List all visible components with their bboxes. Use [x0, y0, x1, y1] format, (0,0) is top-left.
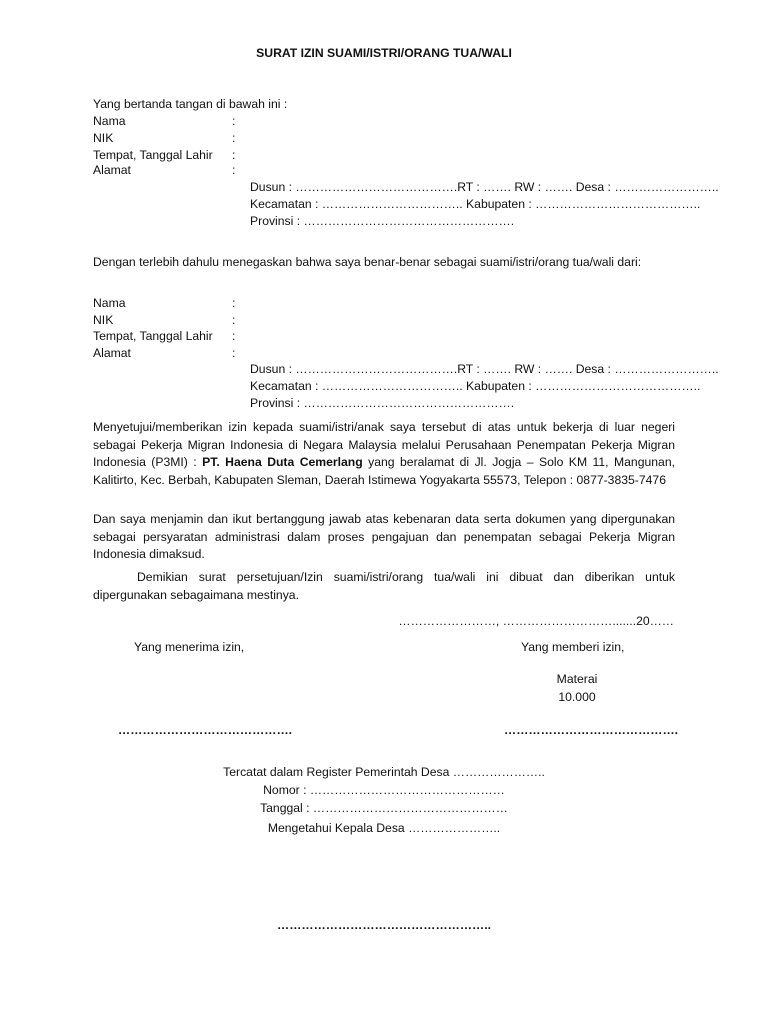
- letter-title: SURAT IZIN SUAMI/ISTRI/ORANG TUA/WALI: [256, 46, 512, 60]
- consent-text-before: Menyetujui/memberikan izin kepada suami/istri/anak saya tersebut di atas untuk bekerja di luar negeri sebagai Pekerja Migran Indonesia di Negara Malaysia melalui Perusahaan Penempatan Pekerja Migran Indonesia (P3MI) :: [93, 420, 675, 469]
- recipient-label: Yang menerima izin,: [134, 640, 245, 654]
- field-colon: :: [232, 114, 236, 128]
- field-label-nik-1: NIK: [93, 131, 114, 145]
- village-head-line: Mengetahui Kepala Desa …………………..: [267, 821, 501, 835]
- company-name: PT. Haena Duta Cemerlang: [202, 455, 363, 469]
- field-colon: :: [232, 131, 236, 145]
- field-label-alamat-2: Alamat: [93, 346, 131, 360]
- address-line-kecamatan-2: Kecamatan : …………………………….. Kabupaten : …………………………………..: [250, 379, 701, 393]
- field-colon: :: [232, 313, 236, 327]
- guarantee-paragraph: Dan saya menjamin dan ikut bertanggung jawab atas kebenaran data serta dokumen yang dipergunakan sebagai persyaratan administrasi dalam proses pengajuan dan penempatan sebagai Pekerja Migran Indonesia dimaksud.: [93, 512, 675, 561]
- signature-line-recipient: …………………………………….: [118, 723, 293, 737]
- address-line-provinsi-2: Provinsi : …………………………………………….: [250, 396, 515, 410]
- register-line: Tercatat dalam Register Pemerintah Desa …………………..: [223, 765, 545, 779]
- stamp-label: Materai: [556, 672, 598, 686]
- field-label-ttl-2: Tempat, Tanggal Lahir: [93, 329, 213, 343]
- field-colon: :: [232, 346, 236, 360]
- stamp-value: 10.000: [558, 690, 596, 704]
- signature-line-giver: …………………………………….: [504, 723, 679, 737]
- register-date-line: Tanggal : …………………………………………: [260, 801, 508, 815]
- register-number-line: Nomor : …………………………………………: [263, 783, 505, 797]
- consent-text-after: yang beralamat di Jl. Jogja – Solo KM 11, Mangunan, Kalitirto, Kec. Berbah, Kabupaten Sleman, Daerah Istimewa Yogyakarta 55573, Telepon : 0877-3835-7476: [93, 455, 675, 487]
- field-label-ttl-1: Tempat, Tanggal Lahir: [93, 148, 213, 162]
- assertion-paragraph: Dengan terlebih dahulu menegaskan bahwa saya benar-benar sebagai suami/istri/orang tua/wali dari:: [93, 255, 642, 269]
- consent-paragraph: [93, 419, 675, 489]
- field-colon: :: [232, 296, 236, 310]
- address-line-dusun-2: Dusun : ………………………………….RT : ……. RW : ……. Desa : ……………………..: [250, 362, 719, 376]
- field-colon: :: [232, 148, 236, 162]
- intro-text: Yang bertanda tangan di bawah ini :: [93, 97, 288, 111]
- field-colon: :: [232, 163, 236, 177]
- signature-line-village-head: ……………………………………………..: [277, 918, 491, 932]
- field-label-nik-2: NIK: [93, 313, 114, 327]
- address-line-dusun-1: Dusun : ………………………………….RT : ……. RW : ……. Desa : ……………………..: [250, 180, 719, 194]
- date-place-line: ……………………, ……………………….......20……: [398, 614, 674, 628]
- field-label-nama-2: Nama: [93, 296, 126, 310]
- field-label-alamat-1: Alamat: [93, 163, 131, 177]
- field-label-nama-1: Nama: [93, 114, 126, 128]
- field-colon: :: [232, 329, 236, 343]
- giver-label: Yang memberi izin,: [521, 640, 625, 654]
- closing-paragraph: Demikian surat persetujuan/Izin suami/istri/orang tua/wali ini dibuat dan diberikan untuk dipergunakan sebagaimana mestinya.: [93, 570, 675, 602]
- address-line-kecamatan-1: Kecamatan : …………………………….. Kabupaten : …………………………………..: [250, 197, 701, 211]
- address-line-provinsi-1: Provinsi : …………………………………………….: [250, 214, 515, 228]
